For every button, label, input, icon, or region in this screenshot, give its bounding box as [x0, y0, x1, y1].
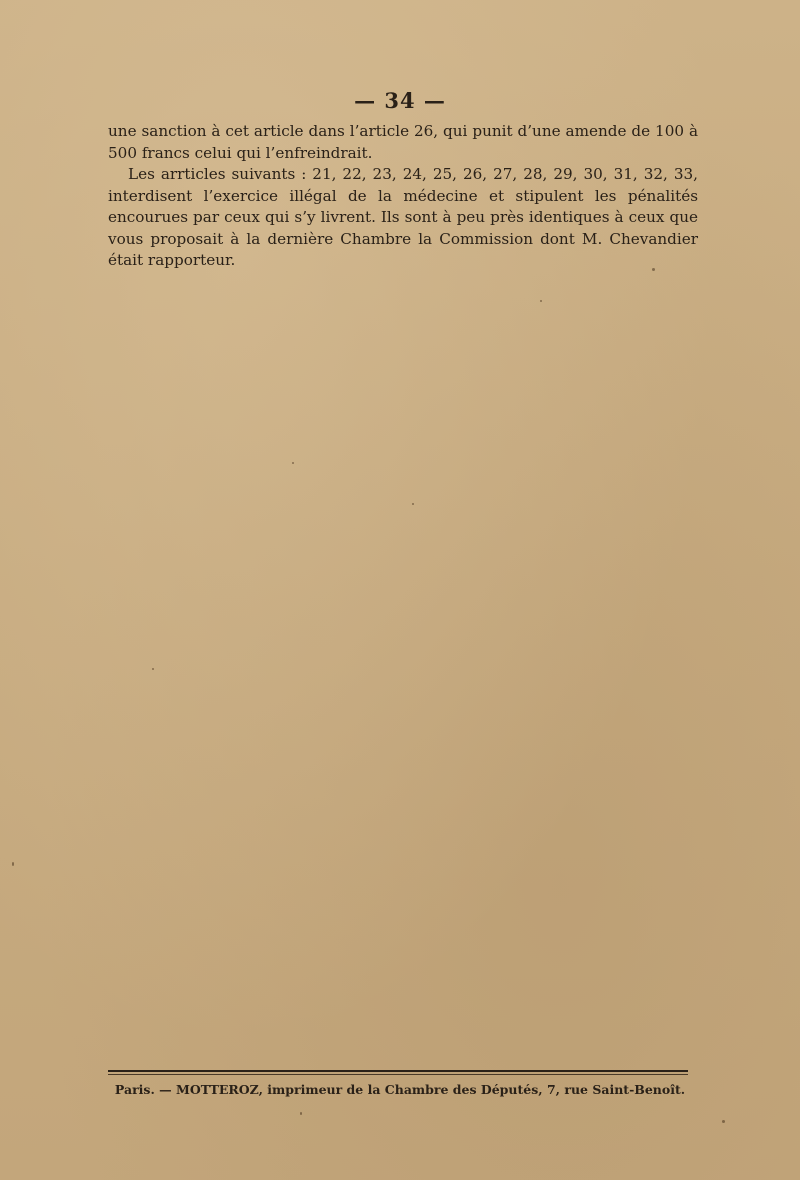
- paper-speck: [12, 862, 14, 866]
- paper-speck: [722, 1120, 725, 1123]
- body-text: [108, 121, 698, 272]
- printer-imprint: Paris. — MOTTEROZ, imprimeur de la Chambre des Députés, 7, rue Saint-Benoît.: [114, 1082, 686, 1097]
- paper-speck: [540, 300, 542, 302]
- paper-speck: [412, 503, 414, 505]
- page-number: — 34 —: [354, 88, 446, 113]
- footer-rule: [108, 1070, 688, 1072]
- paper-speck: [152, 668, 154, 670]
- paragraph-continuation: une sanction à cet article dans l’article 26, qui punit d’une amende de 100 à 500 francs celui qui l’enfreindrait.: [108, 122, 698, 162]
- paper-speck: [652, 268, 655, 271]
- footer-rule-thin: [108, 1074, 688, 1075]
- paragraph-articles: Les arrticles suivants : 21, 22, 23, 24, 25, 26, 27, 28, 29, 30, 31, 32, 33, interdisent l’exercice illégal de la médecine et stipulent les pénalités encourues par ceux qui s’y livrent. Ils sont à peu près identiques à ceux que vous proposait à la dernière Chambre la Commission dont M. Chevandier était rapporteur.: [108, 165, 698, 269]
- paper-speck: [300, 1112, 302, 1115]
- paper-speck: [292, 462, 294, 464]
